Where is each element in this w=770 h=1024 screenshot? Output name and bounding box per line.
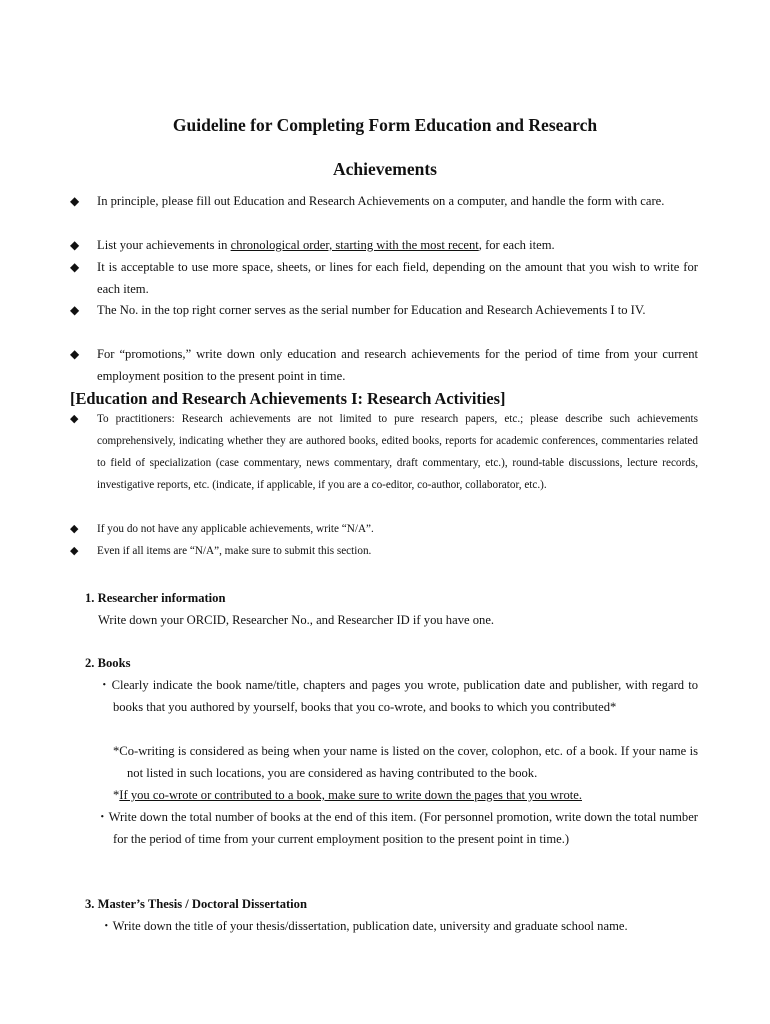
- bullet-text: To practitioners: Research achievements are not limited to pure research papers, etc.; please describe such achievements comprehensively, indicating whether they are authored books, edited books, reports for academic conferences, commentaries related to field of specialization (case commentary, news commentary, draft commentary, etc.), round-table discussions, lecture records, investigative reports, etc. (indicate, if applicable, if you are a co-editor, co-author, collaborator, etc.).: [97, 413, 698, 491]
- document-title-line1: Guideline for Completing Form Education and Research: [172, 115, 598, 135]
- item2-note1: [113, 740, 698, 784]
- diamond-bullet-icon: ◆: [70, 303, 80, 317]
- bullet-text: It is acceptable to use more space, sheets, or lines for each field, depending on the amount that you wish to write for each item.: [97, 260, 698, 296]
- general-bullet-2: [70, 234, 698, 256]
- item2-heading: 2. Books: [85, 656, 131, 670]
- bullet-text: Even if all items are “N/A”, make sure to submit this section.: [97, 545, 372, 557]
- diamond-bullet-icon: ◆: [70, 347, 80, 361]
- diamond-bullet-icon: ◆: [70, 523, 79, 535]
- general-bullet-1: [70, 190, 698, 212]
- diamond-bullet-icon: ◆: [70, 238, 80, 252]
- item2-dot1-text: ・Clearly indicate the book name/title, chapters and pages you wrote, publication date and publisher, with regard to books that you authored by yourself, books that you co-wrote, and books to which you contributed*: [98, 678, 698, 714]
- item2-note2-underlined: If you co-wrote or contributed to a book, make sure to write down the pages that you wrote.: [119, 788, 582, 802]
- document-title-line2: Achievements: [332, 159, 437, 179]
- item2-dot2: [96, 806, 698, 850]
- item3-heading: 3. Master’s Thesis / Doctoral Dissertation: [85, 897, 307, 911]
- section-bullet-3: [70, 540, 698, 562]
- diamond-bullet-icon: ◆: [70, 194, 80, 208]
- bullet-text: [97, 234, 698, 256]
- diamond-bullet-icon: ◆: [70, 260, 80, 274]
- diamond-bullet-icon: ◆: [70, 413, 79, 425]
- bullet-text-before: List your achievements in: [97, 238, 231, 252]
- section-heading: [Education and Research Achievements I: Research Activities]: [70, 389, 506, 408]
- item1-text: Write down your ORCID, Researcher No., and Researcher ID if you have one.: [98, 613, 495, 627]
- general-bullet-5: [70, 343, 698, 387]
- item2-note1-text: *Co-writing is considered as being when your name is listed on the cover, colophon, etc. of a book. If your name is not listed in such locations, you are considered as having contributed to the book.: [113, 744, 698, 780]
- item2-dot2-text: ・Write down the total number of books at the end of this item. (For personnel promotion, write down the total number for the period of time from your current employment position to the present point in time.): [96, 810, 698, 846]
- item2-note2: [113, 784, 698, 806]
- general-bullet-4: [70, 299, 698, 321]
- bullet-text: For “promotions,” write down only education and research achievements for the period of time from your current employment position to the present point in time.: [97, 347, 698, 383]
- section-bullet-1: [70, 408, 698, 496]
- item2-dot1: [98, 674, 698, 718]
- bullet-text: In principle, please fill out Education and Research Achievements on a computer, and handle the form with care.: [97, 194, 665, 208]
- bullet-text: The No. in the top right corner serves as the serial number for Education and Research Achievements I to IV.: [97, 303, 646, 317]
- item3-dot1: ・Write down the title of your thesis/dissertation, publication date, university and graduate school name.: [100, 919, 628, 933]
- general-bullet-3: [70, 256, 698, 300]
- bullet-text-after: , for each item.: [478, 238, 555, 252]
- item1-heading: 1. Researcher information: [85, 591, 226, 605]
- bullet-text: If you do not have any applicable achievements, write “N/A”.: [97, 523, 374, 535]
- diamond-bullet-icon: ◆: [70, 545, 79, 557]
- bullet-text-underlined: chronological order, starting with the most recent: [230, 238, 479, 252]
- section-bullet-2: [70, 518, 698, 540]
- note-asterisk: *: [113, 788, 120, 802]
